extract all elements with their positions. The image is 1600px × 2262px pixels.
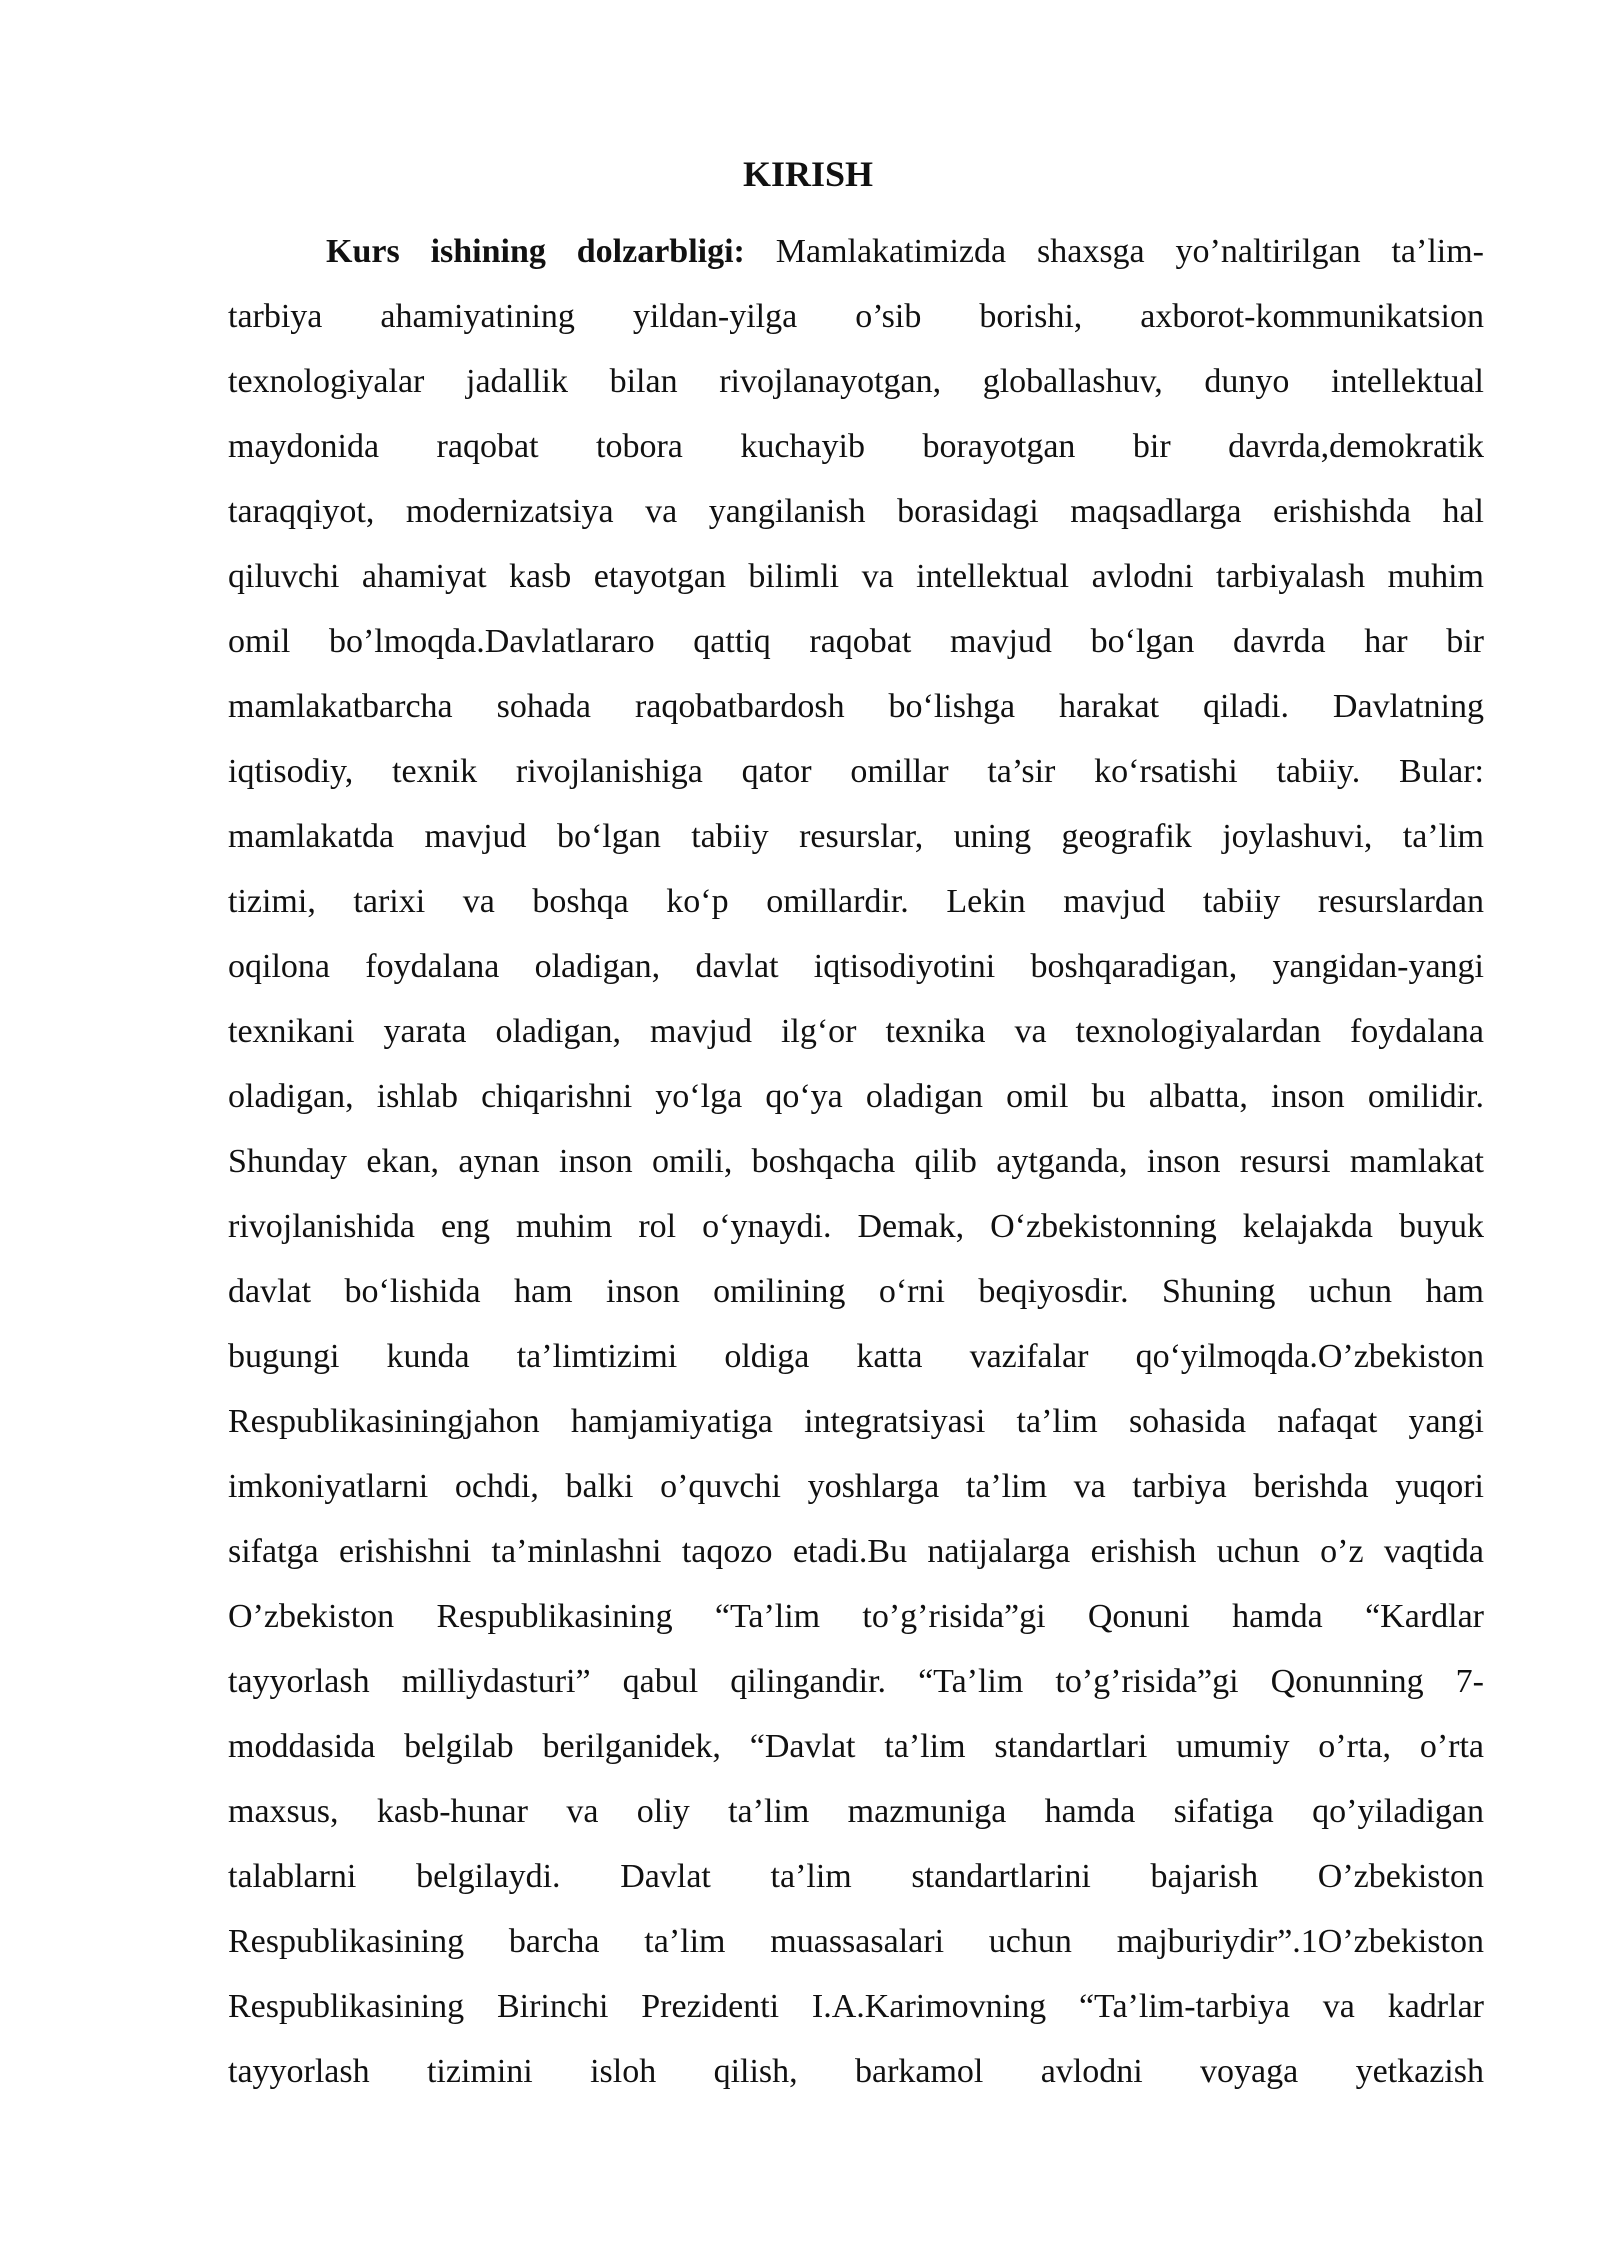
paragraph-line: Respublikasiningjahon hamjamiyatiga integratsiyasi ta’lim sohasida nafaqat yangi — [228, 1403, 1484, 1440]
paragraph-line: taraqqiyot, modernizatsiya va yangilanish borasidagi maqsadlarga erishishda hal — [228, 493, 1484, 530]
paragraph-line: davlat bo‘lishida ham inson omilining o‘rni beqiyosdir. Shuning uchun ham — [228, 1273, 1484, 1310]
paragraph-line: O’zbekiston Respublikasining “Ta’lim to’g’risida”gi Qonuni hamda “Kardlar — [228, 1598, 1484, 1635]
paragraph-line: tayyorlash milliydasturi” qabul qilingandir. “Ta’lim to’g’risida”gi Qonunning 7- — [228, 1663, 1484, 1700]
paragraph-line: moddasida belgilab berilganidek, “Davlat ta’lim standartlari umumiy o’rta, o’rta — [228, 1728, 1484, 1765]
paragraph-line: mamlakatda mavjud bo‘lgan tabiiy resurslar, uning geografik joylashuvi, ta’lim — [228, 818, 1484, 855]
paragraph-line: tizimi, tarixi va boshqa ko‘p omillardir. Lekin mavjud tabiiy resurslardan — [228, 883, 1484, 920]
paragraph-line: tarbiya ahamiyatining yildan-yilga o’sib borishi, axborot-kommunikatsion — [228, 298, 1484, 335]
paragraph-line: tayyorlash tizimini isloh qilish, barkamol avlodni voyaga yetkazish — [228, 2053, 1484, 2090]
paragraph-line: bugungi kunda ta’limtizimi oldiga katta vazifalar qo‘yilmoqda.O’zbekiston — [228, 1338, 1484, 1375]
paragraph-line — [326, 228, 1484, 276]
paragraph-line: oqilona foydalana oladigan, davlat iqtisodiyotini boshqaradigan, yangidan-yangi — [228, 948, 1484, 985]
paragraph-line: Shunday ekan, aynan inson omili, boshqacha qilib aytganda, inson resursi mamlakat — [228, 1143, 1484, 1180]
line-text: Mamlakatimizda shaxsga yo’naltirilgan ta’lim- — [775, 233, 1484, 270]
paragraph-line: omil bo’lmoqda.Davlatlararo qattiq raqobat mavjud bo‘lgan davrda har bir — [228, 623, 1484, 660]
paragraph-line: Respublikasining barcha ta’lim muassasalari uchun majburiydir”.1O’zbekiston — [228, 1923, 1484, 1960]
paragraph-line: maxsus, kasb-hunar va oliy ta’lim mazmuniga hamda sifatiga qo’yiladigan — [228, 1793, 1484, 1830]
paragraph-line: maydonida raqobat tobora kuchayib borayotgan bir davrda,demokratik — [228, 428, 1484, 465]
paragraph-line: rivojlanishida eng muhim rol o‘ynaydi. Demak, O‘zbekistonning kelajakda buyuk — [228, 1208, 1484, 1245]
paragraph-line: iqtisodiy, texnik rivojlanishiga qator omillar ta’sir ko‘rsatishi tabiiy. Bular: — [228, 753, 1484, 790]
paragraph-line: mamlakatbarcha sohada raqobatbardosh bo‘lishga harakat qiladi. Davlatning — [228, 688, 1484, 725]
paragraph-line: Respublikasining Birinchi Prezidenti I.A.Karimovning “Ta’lim-tarbiya va kadrlar — [228, 1988, 1484, 2025]
page-title: KIRISH — [742, 154, 874, 194]
paragraph-line: imkoniyatlarni ochdi, balki o’quvchi yoshlarga ta’lim va tarbiya berishda yuqori — [228, 1468, 1484, 1505]
paragraph-line: oladigan, ishlab chiqarishni yo‘lga qo‘ya oladigan omil bu albatta, inson omilidir. — [228, 1078, 1484, 1115]
paragraph-line: texnologiyalar jadallik bilan rivojlanayotgan, globallashuv, dunyo intellektual — [228, 363, 1484, 400]
lead-heading: Kurs ishining dolzarbligi: — [326, 233, 745, 270]
paragraph-line: talablarni belgilaydi. Davlat ta’lim standartlarini bajarish O’zbekiston — [228, 1858, 1484, 1895]
paragraph-line: texnikani yarata oladigan, mavjud ilg‘or texnika va texnologiyalardan foydalana — [228, 1013, 1484, 1050]
paragraph-line: sifatga erishishni ta’minlashni taqozo etadi.Bu natijalarga erishish uchun o’z vaqtida — [228, 1533, 1484, 1570]
paragraph-line: qiluvchi ahamiyat kasb etayotgan bilimli va intellektual avlodni tarbiyalash muhim — [228, 558, 1484, 595]
